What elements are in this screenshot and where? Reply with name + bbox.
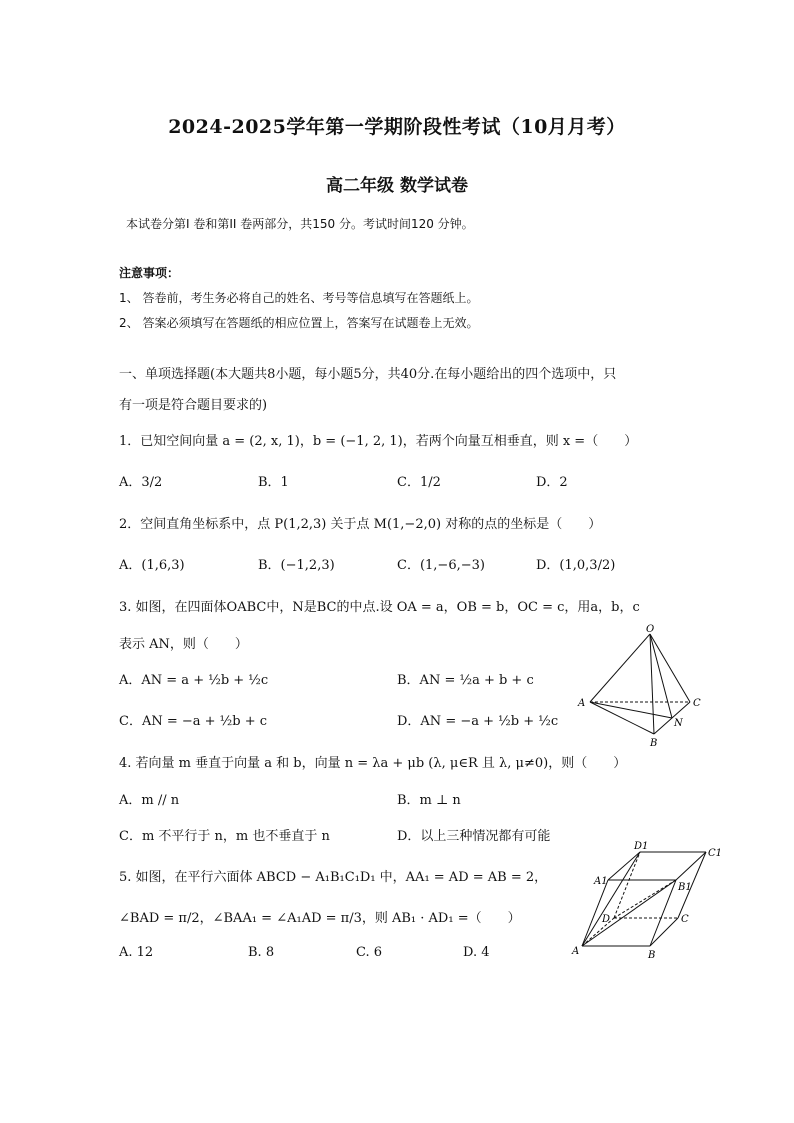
question-4-option-b: B．m ⊥ n (397, 793, 461, 808)
section-heading-line1: 一、单项选择题(本大题共8小题，每小题5分，共40分.在每小题给出的四个选项中，只 (119, 367, 617, 382)
page-title: 2024-2025学年第一学期阶段性考试（10月月考） (168, 116, 626, 138)
question-2-stem: 2．空间直角坐标系中，点 P(1,2,3) 关于点 M(1,−2,0) 对称的点的坐标是（ ） (119, 517, 602, 532)
section-heading-line2: 有一项是符合题目要求的) (119, 398, 268, 413)
question-4-option-d: D．以上三种情况都有可能 (397, 829, 551, 844)
question-1-option-b: B．1 (258, 475, 289, 490)
label-a: A (578, 698, 586, 709)
note-item-2: 2、 答案必须填写在答题纸的相应位置上，答案写在试题卷上无效。 (119, 316, 479, 330)
question-5-option-d: D. 4 (463, 945, 490, 960)
label-d1: D1 (634, 841, 649, 852)
label-c1: C1 (708, 848, 723, 859)
note-item-1: 1、 答卷前，考生务必将自己的姓名、考号等信息填写在答题纸上。 (119, 291, 479, 305)
label-c: C (693, 698, 701, 709)
page-subtitle: 高二年级 数学试卷 (326, 176, 468, 196)
question-5-option-a: A. 12 (119, 945, 154, 960)
question-4-stem: 4. 若向量 m 垂直于向量 a 和 b，向量 n = λa + μb (λ, μ∈R 且 λ, μ≠0)，则（ ） (119, 756, 627, 771)
question-3-option-c: C．AN = −a + ½b + c (119, 714, 268, 729)
exam-intro: 本试卷分第I 卷和第II 卷两部分，共150 分。考试时间120 分钟。 (126, 217, 474, 231)
question-2-option-b: B．(−1,2,3) (258, 558, 335, 573)
label-a: A (572, 946, 580, 957)
question-4-option-a: A．m // n (119, 793, 180, 808)
label-d: D (602, 914, 611, 925)
question-5-stem: 5. 如图，在平行六面体 ABCD − A₁B₁C₁D₁ 中，AA₁ = AD = AB = 2， (119, 870, 548, 885)
notes-heading: 注意事项： (119, 266, 180, 280)
question-3-option-b: B．AN = ½a + b + c (397, 673, 534, 688)
question-3-option-a: A．AN = a + ½b + ½c (119, 673, 269, 688)
question-1-option-d: D．2 (536, 475, 568, 490)
label-c: C (681, 914, 689, 925)
label-b: B (650, 738, 658, 749)
question-4-option-c: C．m 不平行于 n，m 也不垂直于 n (119, 829, 330, 844)
question-1-option-c: C．1/2 (397, 475, 441, 490)
label-o: O (646, 624, 655, 635)
question-3-stem: 3. 如图，在四面体OABC中，N是BC的中点.设 OA = a，OB = b，OC = c，用a，b，c (119, 600, 640, 615)
label-n: N (674, 718, 683, 729)
label-b1: B1 (678, 882, 692, 893)
question-2-option-a: A．(1,6,3) (119, 558, 185, 573)
question-2-option-d: D．(1,0,3/2) (536, 558, 616, 573)
question-5-stem-continued: ∠BAD = π/2，∠BAA₁ = ∠A₁AD = π/3，则 AB₁ · AD₁ =（ ） (119, 911, 521, 926)
parallelepiped-figure (570, 838, 730, 964)
question-5-option-b: B. 8 (248, 945, 275, 960)
tetrahedron-figure (570, 622, 710, 750)
question-2-option-c: C．(1,−6,−3) (397, 558, 485, 573)
question-3-option-d: D．AN = −a + ½b + ½c (397, 714, 559, 729)
question-5-option-c: C. 6 (356, 945, 383, 960)
label-b: B (648, 950, 656, 961)
question-1-option-a: A．3/2 (119, 475, 163, 490)
question-1-stem: 1．已知空间向量 a = (2, x, 1)，b = (−1, 2, 1)，若两个向量互相垂直，则 x =（ ） (119, 434, 638, 449)
question-3-stem-continued: 表示 AN，则（ ） (119, 637, 248, 652)
label-a1: A1 (594, 876, 608, 887)
